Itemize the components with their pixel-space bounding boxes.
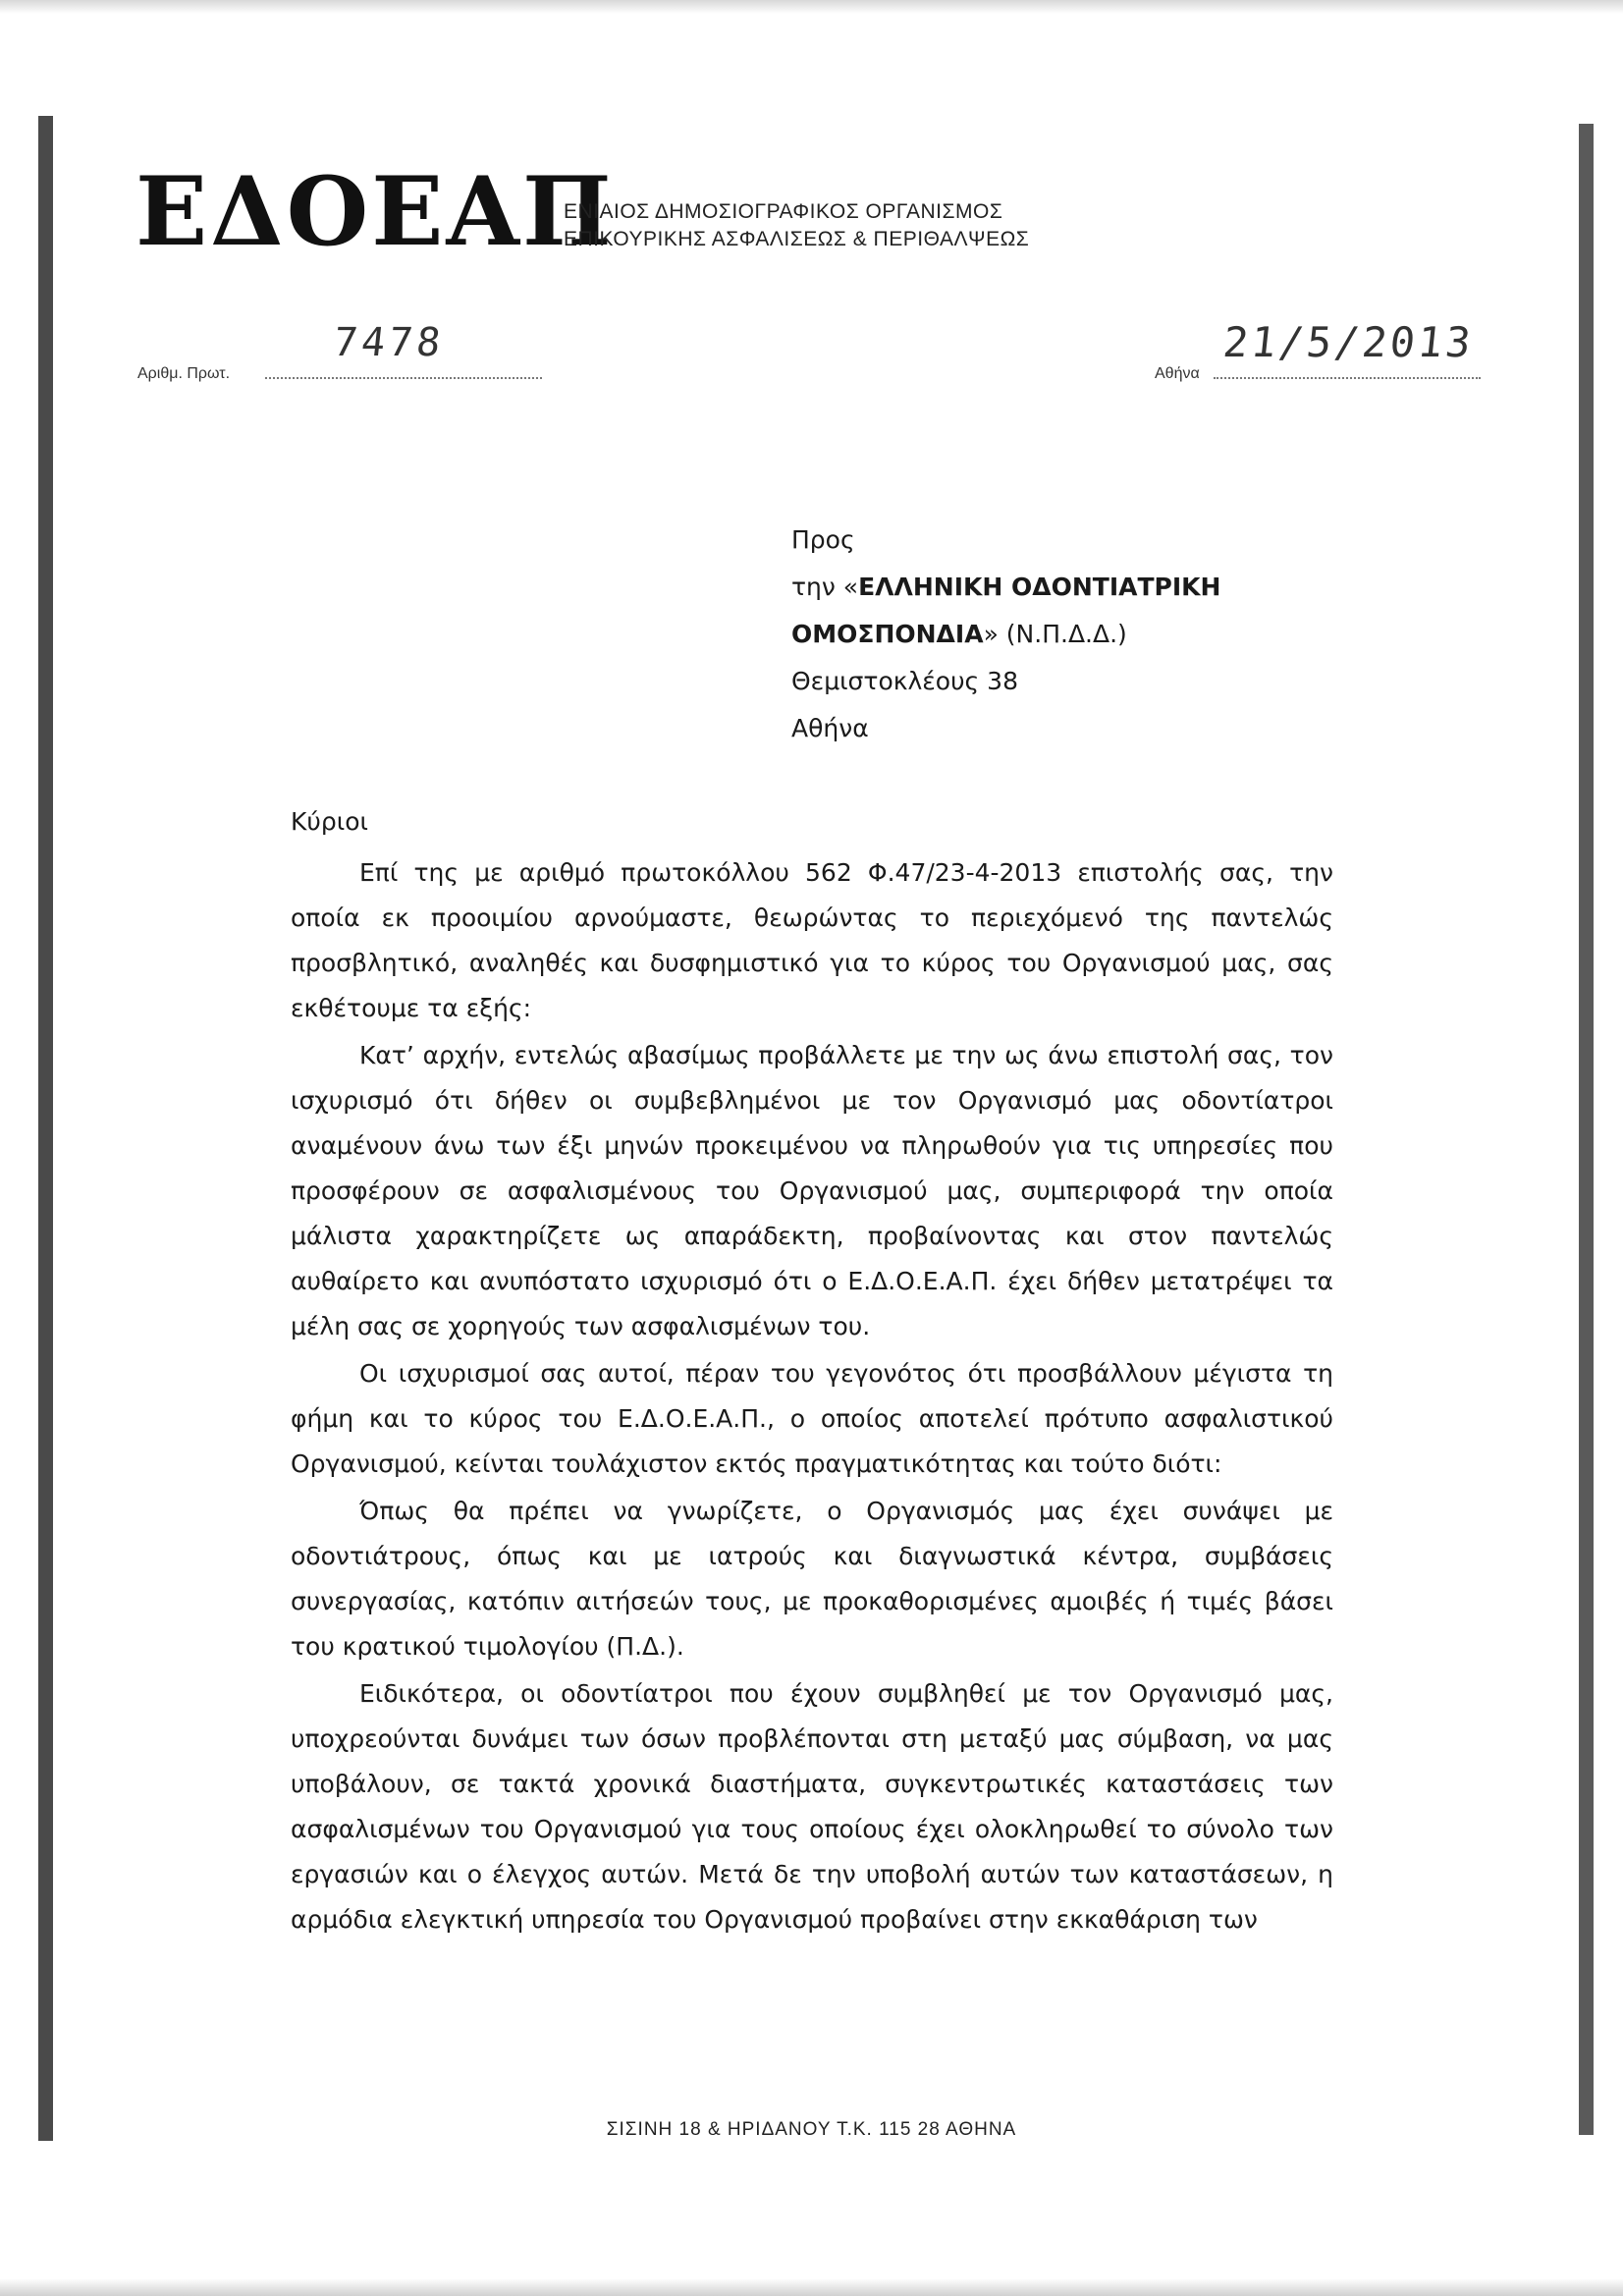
protocol-number-label: Αριθμ. Πρωτ. xyxy=(137,365,231,382)
salutation: Κύριοι xyxy=(291,807,368,836)
recipient-line-3-suffix: » (Ν.Π.Δ.Δ.) xyxy=(983,620,1127,648)
recipient-address: Θεμιστοκλέους 38 xyxy=(791,667,1018,695)
scan-edge-bottom xyxy=(0,2278,1623,2296)
protocol-number-dotted-line xyxy=(265,377,542,379)
protocol-number-handwritten: 7478 xyxy=(331,320,447,365)
letter-body xyxy=(291,850,1333,1944)
organization-name-line-1: ΕΝΙΑΙΟΣ ΔΗΜΟΣΙΟΓΡΑΦΙΚΟΣ ΟΡΓΑΝΙΣΜΟΣ xyxy=(564,200,1003,223)
recipient-block xyxy=(791,517,1220,752)
organization-name-line-2: ΕΠΙΚΟΥΡΙΚΗΣ ΑΣΦΑΛΙΣΕΩΣ & ΠΕΡΙΘΑΛΨΕΩΣ xyxy=(564,228,1030,250)
body-paragraph-2: Κατ’ αρχήν, εντελώς αβασίμως προβάλλετε με την ως άνω επιστολή σας, τον ισχυρισμό ότι δήθεν οι συμβεβλημένοι με τον Οργανισμό μας οδοντίατροι αναμένουν άνω των έξι μηνών προκειμένου να πληρωθούν για τις υπηρεσίες που προσφέρουν σε ασφαλισμένους του Οργανισμού μας, συμπεριφορά την οποία μάλιστα χαρακτηρίζετε ως απαράδεκτη, προβαίνοντας και στον παντελώς αυθαίρετο και ανυπόστατο ισχυρισμό ότι ο Ε.Δ.Ο.Ε.Α.Π. έχει δήθεν μετατρέψει τα μέλη σας σε χορηγούς των ασφαλισμένων του. xyxy=(291,1041,1333,1340)
scan-edge-top xyxy=(0,0,1623,14)
date-label: Αθήνα xyxy=(1155,365,1200,382)
recipient-city: Αθήνα xyxy=(791,714,869,742)
recipient-name-part-2: ΟΜΟΣΠΟΝΔΙΑ xyxy=(791,620,984,648)
body-paragraph-4: Όπως θα πρέπει να γνωρίζετε, ο Οργανισμός μας έχει συνάψει με οδοντιάτρους, όπως και με ιατρούς και διαγνωστικά κέντρα, συμβάσεις συνεργασίας, κατόπιν αιτήσεών τους, με προκαθορισμένες αμοιβές ή τιμές βάσει του κρατικού τιμολογίου (Π.Δ.). xyxy=(291,1497,1333,1661)
letterhead-margin-bar-left xyxy=(38,116,53,2141)
body-paragraph-5: Ειδικότερα, οι οδοντίατροι που έχουν συμβληθεί με τον Οργανισμό μας, υποχρεούνται δυνάμει των όσων προβλέπονται στη μεταξύ μας σύμβαση, να μας υποβάλουν, σε τακτά χρονικά διαστήματα, συγκεντρωτικές καταστάσεις των ασφαλισμένων του Οργανισμού για τους οποίους έχει ολοκληρωθεί το σύνολο των εργασιών και ο έλεγχος αυτών. Μετά δε την υποβολή αυτών των καταστάσεων, η αρμόδια ελεγκτική υπηρεσία του Οργανισμού προβαίνει στην εκκαθάριση των xyxy=(291,1679,1333,1934)
recipient-line-2-prefix: την « xyxy=(791,573,859,601)
recipient-name-part-1: ΕΛΛΗΝΙΚΗ ΟΔΟΝΤΙΑΤΡΙΚΗ xyxy=(858,573,1221,601)
date-dotted-line xyxy=(1214,377,1481,379)
letterhead-margin-bar-right xyxy=(1579,124,1594,2135)
organization-name xyxy=(564,198,1029,253)
organization-logo: ΕΔΟΕΑΠ xyxy=(135,156,615,267)
recipient-to: Προς xyxy=(791,525,855,554)
footer-address: ΣΙΣΙΝΗ 18 & ΗΡΙΔΑΝΟΥ Τ.Κ. 115 28 ΑΘΗΝΑ xyxy=(606,2119,1017,2140)
recipient-line-2 xyxy=(791,564,1220,611)
body-paragraph-3: Οι ισχυρισμοί σας αυτοί, πέραν του γεγονότος ότι προσβάλλουν μέγιστα τη φήμη και το κύρος του Ε.Δ.Ο.Ε.Α.Π., ο οποίος αποτελεί πρότυπο ασφαλιστικού Οργανισμού, κείνται τουλάχιστον εκτός πραγματικότητας και τούτο διότι: xyxy=(291,1359,1333,1478)
recipient-line-3 xyxy=(791,611,1220,658)
date-handwritten: 21/5/2013 xyxy=(1220,318,1477,366)
body-paragraph-1: Επί της με αριθμό πρωτοκόλλου 562 Φ.47/23-4-2013 επιστολής σας, την οποία εκ προοιμίου αρνούμαστε, θεωρώντας το περιεχόμενό της παντελώς προσβλητικό, αναληθές και δυσφημιστικό για το κύρος του Οργανισμού μας, σας εκθέτουμε τα εξής: xyxy=(291,858,1333,1022)
